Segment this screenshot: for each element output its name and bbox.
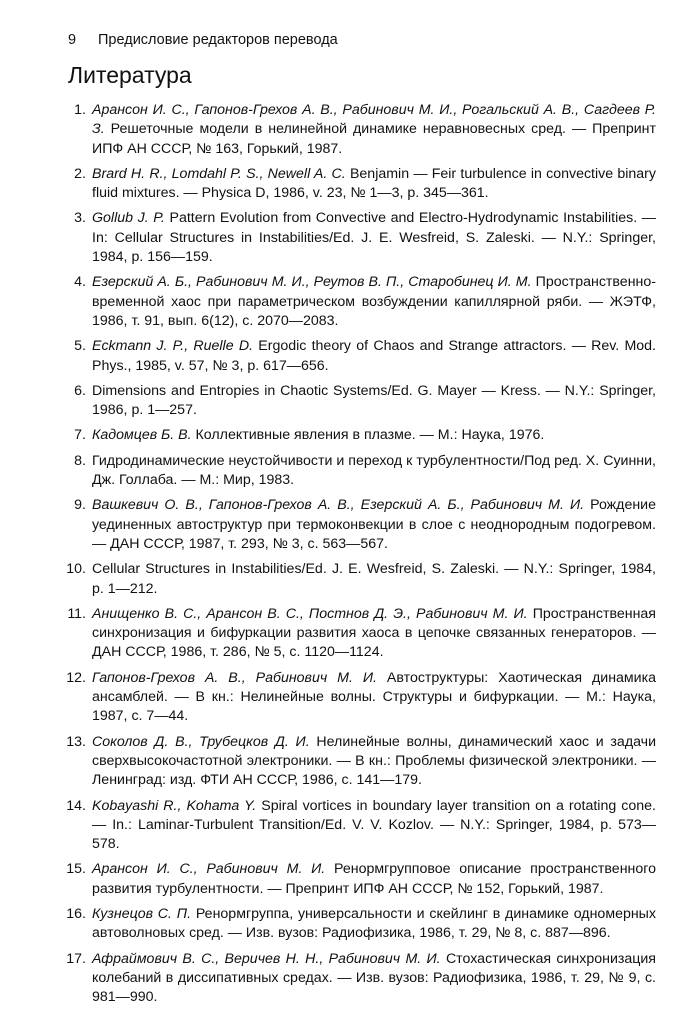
reference-item [60, 797, 656, 855]
reference-authors: Соколов Д. В., Трубецков Д. И. [92, 733, 310, 750]
running-title: Предисловие редакторов перевода [98, 32, 338, 48]
reference-item [60, 101, 656, 159]
reference-number: 15. [66, 861, 86, 878]
reference-number: 5. [74, 338, 86, 355]
reference-number: 6. [74, 382, 86, 399]
reference-number: 16. [66, 905, 86, 922]
reference-item [60, 905, 656, 944]
reference-text: Ренормгруппа, универсальности и скейлинг в динамике одномерных автоволновых сред. — Изв. вузов: Радиофизика, 1986, т. 29, № 8, с. 887—896. [92, 905, 656, 942]
reference-number: 10. [66, 561, 86, 578]
reference-authors: Кузнецов С. П. [92, 905, 192, 922]
reference-text: Pattern Evolution from Convective and Electro-Hydrodynamic Instabilities. — In: Cellular Structures in Instabilities/Ed. J. E. Wesfreid, S. Zaleski. — N.Y.: Springer, 1984, p. 156—159. [92, 210, 656, 266]
reference-item [60, 950, 656, 1008]
reference-authors: Brard H. R., Lomdahl P. S., Newell A. C. [92, 165, 346, 182]
reference-item [60, 165, 656, 204]
reference-text: Гидродинамические неустойчивости и переход к турбулентности/Под ред. Х. Суинни, Дж. Голлаба. — М.: Мир, 1983. [92, 452, 656, 489]
reference-number: 14. [66, 797, 86, 814]
reference-authors: Вашкевич О. В., Гапонов-Грехов А. В., Езерский А. Б., Рабинович М. И. [92, 497, 585, 514]
reference-number: 11. [67, 605, 86, 622]
reference-authors: Езерский А. Б., Рабинович М. И., Реутов В. П., Старобинец И. М. [92, 274, 532, 291]
reference-authors: Гапонов-Грехов А. В., Рабинович М. И. [92, 669, 377, 686]
reference-item [60, 560, 656, 599]
page-number: 9 [68, 32, 77, 48]
reference-item [60, 733, 656, 791]
reference-text: Spiral vortices in boundary layer transition on a rotating cone. — In.: Laminar-Turbulent Transition/Ed. V. V. Kozlov. — N.Y.: Springer, 1984, p. 573—578. [92, 797, 656, 853]
reference-text: Пространственно-временной хаос при параметрическом возбуждении капиллярной ряби. — ЖЭТФ, 1986, т. 91, вып. 6(12), с. 2070—2083. [92, 274, 656, 329]
reference-item [60, 382, 656, 421]
reference-item [60, 669, 656, 727]
reference-authors: Арансон И. С., Гапонов-Грехов А. В., Рабинович М. И., Рогальский А. В., Сагдеев Р. З. [92, 102, 656, 138]
reference-text: Коллективные явления в плазме. — М.: Наука, 1976. [195, 427, 545, 444]
reference-text: Нелинейные волны, динамический хаос и задачи сверхвысокочастотной электроники. — В кн.: Проблемы физической электроники. — Ленинград: изд. ФТИ АН СССР, 1986, с. 141—179. [92, 733, 656, 789]
reference-authors: Eckmann J. P., Ruelle D. [92, 338, 254, 355]
reference-authors: Gollub J. P. [92, 210, 165, 227]
reference-item [60, 605, 656, 663]
reference-text: Рождение уединенных автоструктур при термоконвекции в слое с неоднородным подогревом. — ДАН СССР, 1987, т. 293, № 3, с. 563—567. [92, 497, 656, 552]
reference-text: Стохастическая синхронизация колебаний в диссипативных средах. — Изв. вузов: Радиофизика, 1986, т. 29, № 9, с. 981—990. [92, 950, 656, 1006]
reference-text: Ergodic theory of Chaos and Strange attractors. — Rev. Mod. Phys., 1985, v. 57, № 3, p. 617—656. [92, 338, 656, 374]
reference-item [60, 496, 656, 554]
section-title: Литература [68, 62, 192, 88]
reference-item [60, 273, 656, 331]
reference-text: Dimensions and Entropies in Chaotic Systems/Ed. G. Mayer — Kress. — N.Y.: Springer, 1986, p. 1—257. [92, 382, 656, 419]
running-header [68, 31, 338, 49]
reference-text: Cellular Structures in Instabilities/Ed. J. E. Wesfreid, S. Zaleski. — N.Y.: Springer, 1984, p. 1—212. [92, 561, 656, 597]
reference-item [60, 452, 656, 491]
reference-text: Пространственная синхронизация и бифуркации развития хаоса в цепочке связанных генераторов. — ДАН СССР, 1986, т. 286, № 5, с. 1120—1124. [92, 605, 656, 661]
reference-number: 7. [74, 427, 86, 444]
reference-number: 12. [66, 669, 86, 686]
reference-item [60, 860, 656, 899]
reference-authors: Анищенко В. С., Арансон В. С., Постнов Д. Э., Рабинович М. И. [92, 605, 528, 622]
reference-number: 8. [74, 452, 86, 469]
reference-item [60, 426, 656, 445]
reference-authors: Афраймович В. С., Веричев Н. Н., Рабинович М. И. [92, 950, 441, 967]
reference-number: 4. [74, 274, 86, 291]
reference-text: Ренормгрупповое описание пространственного развития турбулентности. — Препринт ИПФ АН СССР, № 152, Горький, 1987. [92, 861, 657, 897]
reference-text: Автоструктуры: Хаотическая динамика ансамблей. — В кн.: Нелинейные волны. Структуры и бифуркации. — М.: Наука, 1987, с. 7—44. [92, 669, 657, 725]
reference-authors: Kobayashi R., Kohama Y. [92, 797, 257, 814]
reference-list [60, 101, 656, 1013]
reference-authors: Кадомцев Б. В. [92, 427, 192, 444]
reference-item [60, 337, 656, 376]
reference-number: 13. [66, 733, 86, 750]
reference-number: 3. [74, 210, 86, 227]
reference-item [60, 209, 656, 267]
reference-number: 17. [66, 950, 86, 967]
reference-text: Benjamin — Feir turbulence in convective binary fluid mixtures. — Physica D, 1986, v. 23, № 1—3, p. 345—361. [92, 165, 656, 202]
reference-number: 2. [74, 165, 86, 182]
reference-number: 1. [74, 102, 86, 118]
reference-text: Решеточные модели в нелинейной динамике неравновесных сред. — Препринт ИПФ АН СССР, № 163, Горький, 1987. [92, 121, 656, 157]
reference-authors: Арансон И. С., Рабинович М. И. [92, 861, 326, 878]
reference-number: 9. [74, 497, 86, 514]
